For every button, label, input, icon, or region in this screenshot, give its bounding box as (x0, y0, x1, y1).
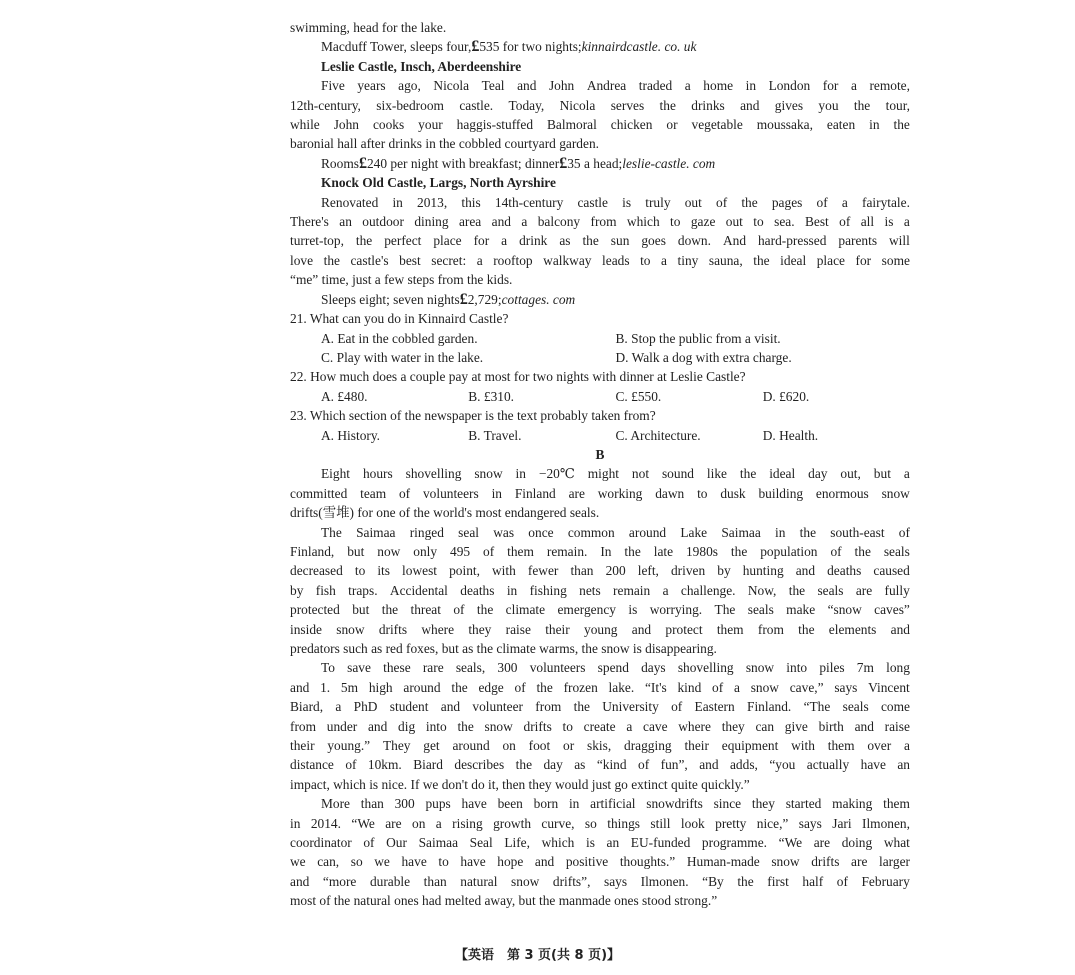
page-footer: 【英语 第 3 页(共 8 页)】 (454, 948, 621, 963)
paragraph-line: by fish traps. Accidental deaths in fishing nets remain a challenge. Now, the seals are fully (290, 582, 910, 598)
paragraph-line: love the castle's best secret: a rooftop walkway leads to a tiny sauna, the ideal place for some (290, 252, 910, 268)
paragraph-line: baronial hall after drinks in the cobbled courtyard garden. (290, 136, 599, 152)
paragraph-line: coordinator of Our Saimaa Seal Life, which is an EU-funded programme. “We are doing what (290, 835, 910, 851)
price-text: Rooms (321, 155, 359, 171)
paragraph-line: Eight hours shovelling snow in −20℃ might not sound like the ideal day out, but a (321, 466, 910, 482)
paragraph-line: Five years ago, Nicola Teal and John Andrea traded a home in London for a remote, (321, 78, 910, 94)
pound-sign: £ (358, 154, 367, 172)
paragraph-line: Biard, a PhD student and volunteer from the University of Eastern Finland. “The seals come (290, 699, 910, 715)
paragraph-line: 12th-century, six-bedroom castle. Today, Nicola serves the drinks and gives you the tour, (290, 97, 910, 113)
leslie-price-line (290, 154, 910, 173)
question-stem: 22. How much does a couple pay at most for two nights with dinner at Leslie Castle? (290, 369, 746, 385)
option-b: B. £310. (468, 388, 515, 404)
paragraph-line: turret-top, the perfect place for a drink as the sun goes down. And hard-pressed parents will (290, 233, 910, 249)
option-a: A. £480. (321, 388, 368, 404)
price-text: Sleeps eight; seven nights (321, 291, 460, 307)
paragraph-line: To save these rare seals, 300 volunteers spend days shovelling snow into piles 7m long (321, 660, 910, 676)
pound-sign: £ (471, 38, 480, 56)
paragraph-line: There's an outdoor dining area and a balcony from which to gaze out to sea. Best of all is a (290, 214, 910, 230)
option-a: A. History. (321, 427, 381, 443)
question-options (290, 387, 910, 406)
leslie-heading: Leslie Castle, Insch, Aberdeenshire (321, 58, 522, 74)
kinnaird-price-line (290, 37, 910, 56)
price-text: 240 per night with breakfast; dinner (366, 155, 560, 171)
paragraph-line: and 1. 5m high around the edge of the frozen lake. “It's kind of a snow cave,” says Vincent (290, 679, 910, 695)
website-text: cottages. com (501, 291, 576, 307)
price-text: 535 for two nights; (479, 39, 582, 55)
option-c: C. £550. (615, 388, 662, 404)
price-text: 35 a head; (567, 155, 623, 171)
option-d: D. £620. (762, 388, 810, 404)
option-b: B. Travel. (468, 427, 522, 443)
website-text: kinnairdcastle. co. uk (581, 39, 697, 55)
paragraph-line: More than 300 pups have been born in artificial snowdrifts since they started making them (321, 796, 910, 812)
question-options (290, 426, 910, 445)
intro-end-line: swimming, head for the lake. (290, 20, 447, 35)
paragraph-line: most of the natural ones had melted away, but the manmade ones stood strong.” (290, 893, 718, 909)
pound-sign: £ (459, 290, 468, 308)
price-text: Macduff Tower, sleeps four, (321, 39, 472, 55)
paragraph-line: protected but the threat of the climate emergency is worrying. The seals make “snow caves” (290, 602, 910, 618)
paragraph-line: in 2014. “We are on a rising growth curve, so things still look pretty nice,” says Jari Ilmonen, (290, 815, 910, 831)
paragraph-line: inside snow drifts where they raise their young and protect them from the elements and (290, 621, 910, 637)
paragraph-line: predators such as red foxes, but as the climate warms, the snow is disappearing. (290, 641, 717, 656)
website-text: leslie-castle. com (622, 155, 716, 171)
knock-heading: Knock Old Castle, Largs, North Ayrshire (321, 175, 556, 191)
question-options (290, 329, 910, 348)
option-a: A. Eat in the cobbled garden. (321, 330, 478, 346)
pound-sign: £ (559, 154, 568, 172)
paragraph-line: Renovated in 2013, this 14th-century castle is truly out of the pages of a fairytale. (321, 194, 910, 210)
document-page (290, 18, 910, 911)
paragraph-line: The Saimaa ringed seal was once common around Lake Saimaa in the south-east of (321, 524, 910, 540)
option-d: D. Health. (762, 427, 819, 443)
paragraph-line: drifts(雪堆) for one of the world's most endangered seals. (290, 505, 600, 521)
price-text: 2,729; (467, 291, 502, 307)
option-d: D. Walk a dog with extra charge. (615, 349, 792, 365)
paragraph-line: decreased to its lowest point, with fewer than 200 left, driven by hunting and deaths caused (290, 563, 910, 579)
section-heading: B (595, 446, 605, 462)
paragraph-line: their young.” They get around on foot or skis, dragging their equipment with them over a (290, 738, 910, 754)
question-options (290, 348, 910, 367)
paragraph-line: we can, so we have to have hope and positive thoughts.” Human-made snow drifts are larger (290, 854, 910, 870)
option-c: C. Architecture. (615, 427, 701, 443)
knock-price-line (290, 290, 910, 309)
paragraph-line: and “more durable than natural snow drifts”, says Ilmonen. “By the first half of February (290, 873, 910, 889)
paragraph-line: Finland, but now only 495 of them remain. In the late 1980s the population of the seals (290, 543, 910, 559)
paragraph-line: “me” time, just a few steps from the kids. (290, 272, 513, 288)
paragraph-line: committed team of volunteers in Finland are working dawn to dusk building enormous snow (290, 485, 910, 501)
question-stem: 21. What can you do in Kinnaird Castle? (290, 311, 509, 327)
paragraph-line: from under and dig into the snow drifts to create a cave where they can give birth and raise (290, 718, 910, 734)
question-stem: 23. Which section of the newspaper is the text probably taken from? (290, 408, 656, 424)
paragraph-line: while John cooks your haggis-stuffed Balmoral chicken or vegetable moussaka, eaten in the (290, 117, 910, 133)
option-c: C. Play with water in the lake. (321, 349, 484, 365)
option-b: B. Stop the public from a visit. (615, 330, 781, 346)
paragraph-line: impact, which is nice. If we don't do it, then they would just go extinct quite quickly.” (290, 776, 750, 792)
paragraph-line: distance of 10km. Biard describes the day as “kind of fun”, and adds, “you actually have an (290, 757, 910, 773)
